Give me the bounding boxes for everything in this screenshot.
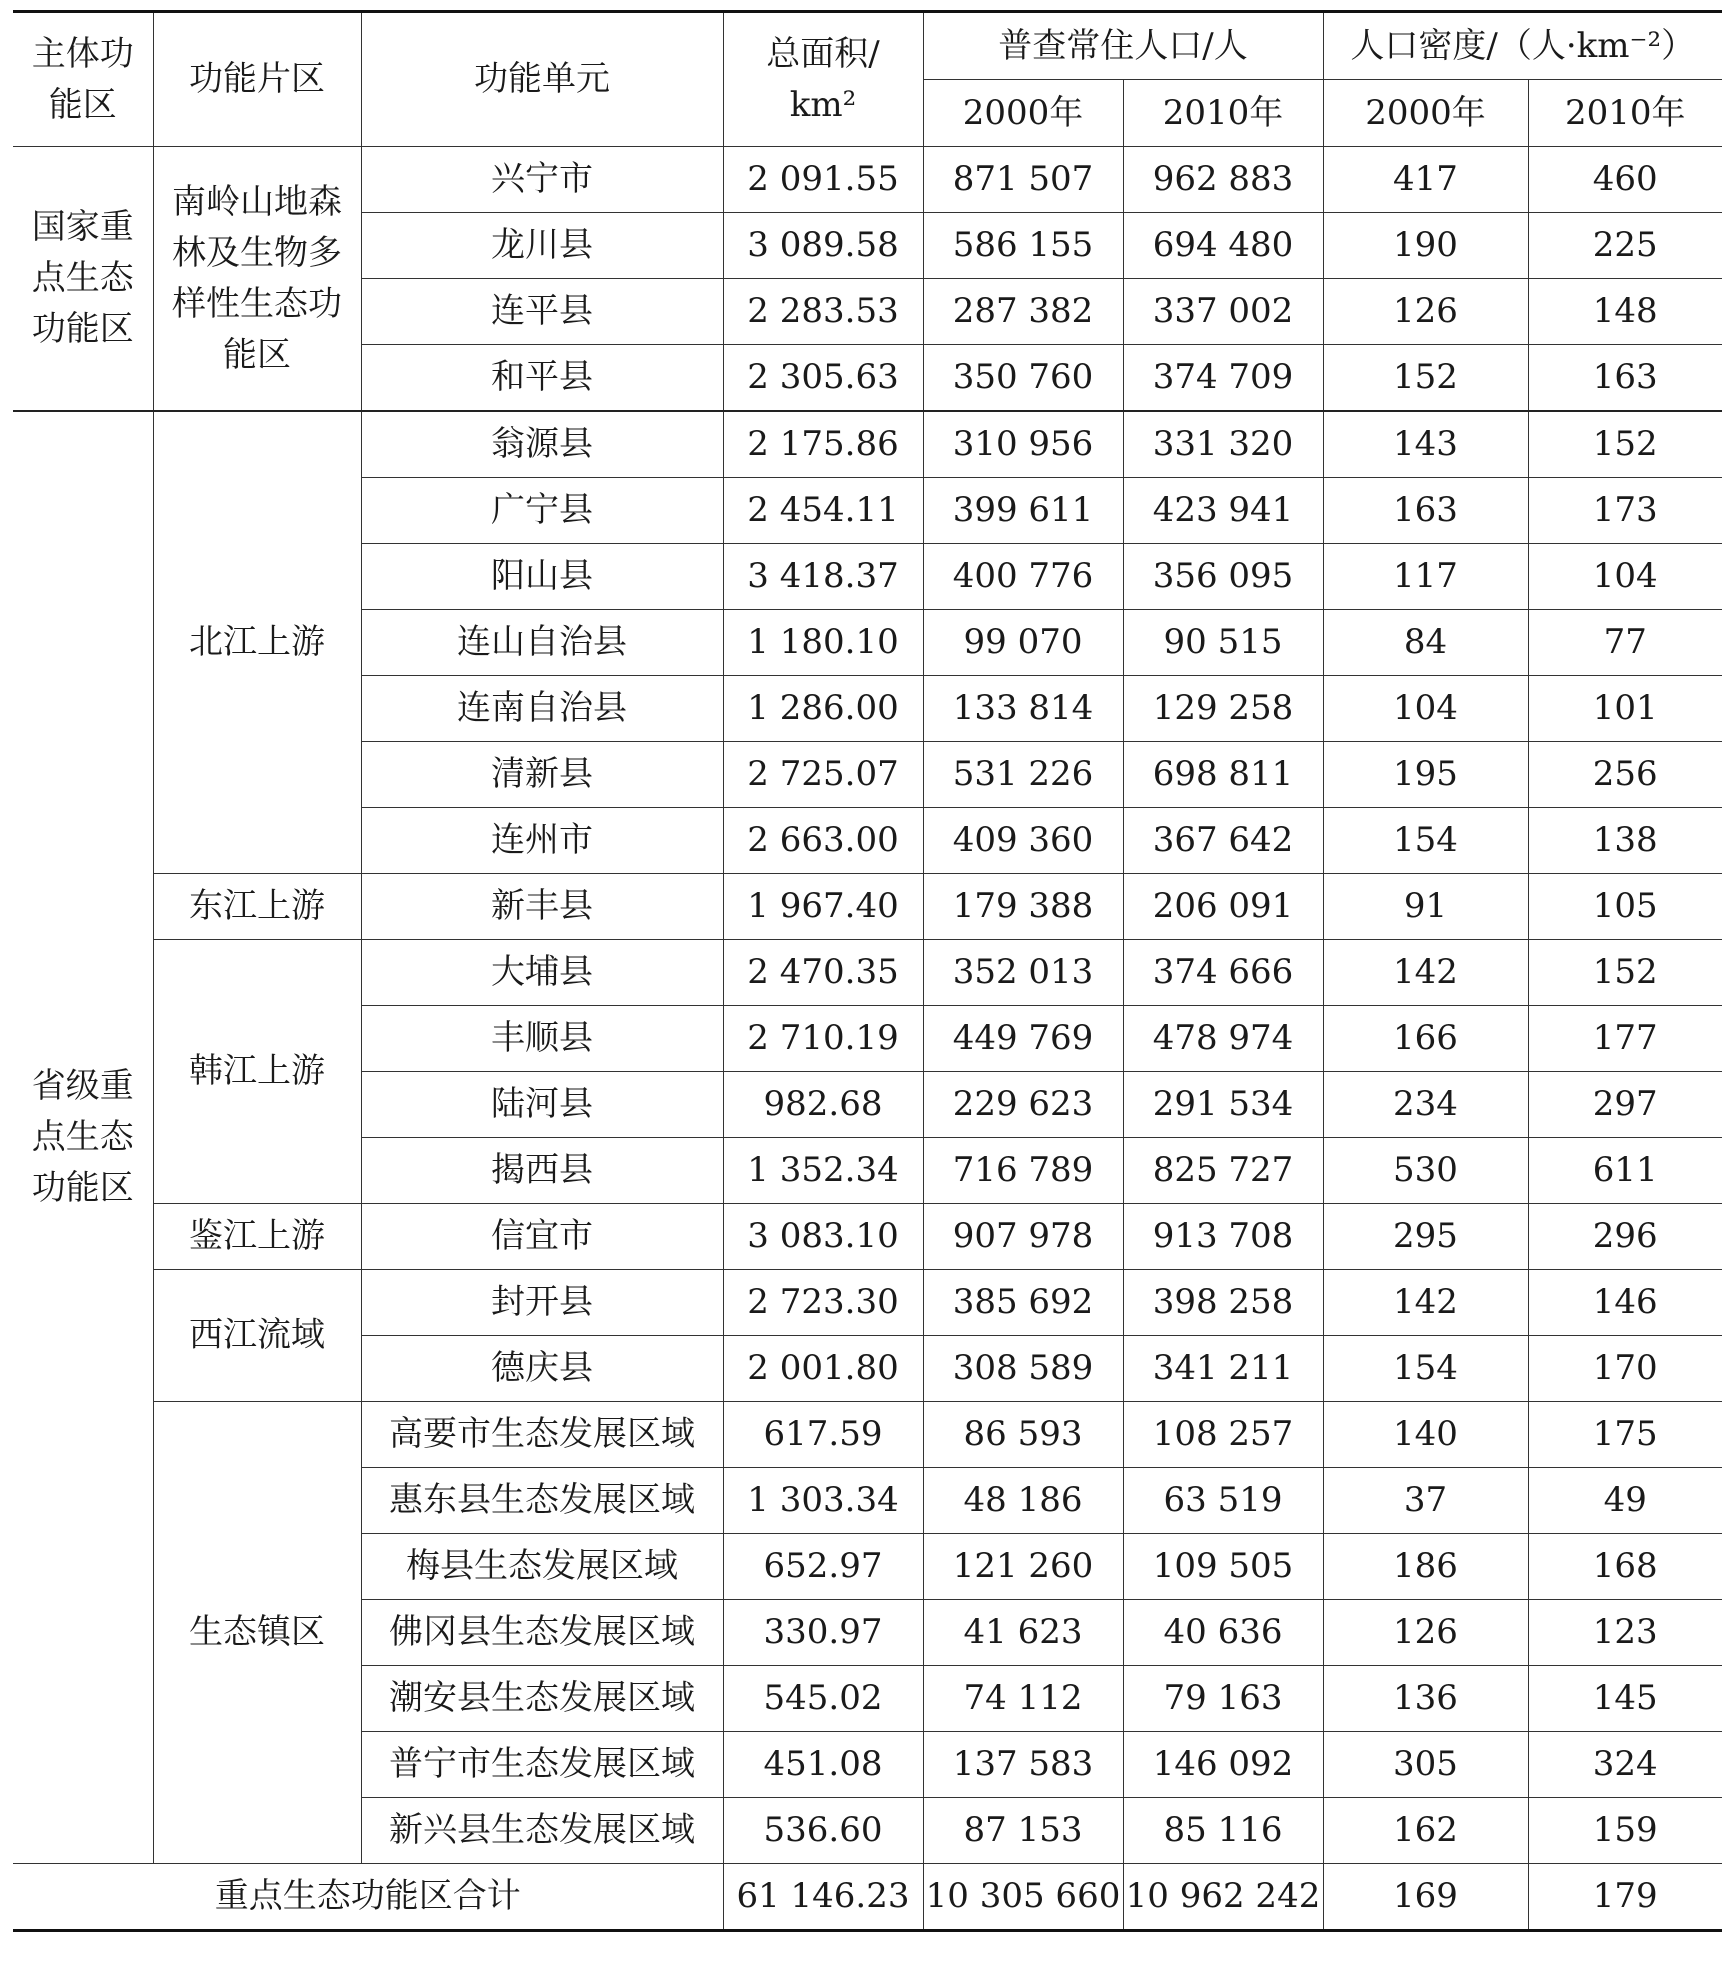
cell-unit: 陆河县 xyxy=(361,1072,723,1138)
cell-unit: 佛冈县生态发展区域 xyxy=(361,1600,723,1666)
cell-pop2010: 85 116 xyxy=(1123,1798,1323,1864)
ecological-zone-table xyxy=(13,10,1722,1932)
cell-unit: 大埔县 xyxy=(361,940,723,1006)
cell-den2010: 611 xyxy=(1528,1138,1722,1204)
cell-unit: 丰顺县 xyxy=(361,1006,723,1072)
cell-area: 617.59 xyxy=(723,1402,923,1468)
cell-pop2010: 90 515 xyxy=(1123,610,1323,676)
cell-pop2000: 350 760 xyxy=(923,345,1123,412)
cell-unit: 高要市生态发展区域 xyxy=(361,1402,723,1468)
cell-den2010: 159 xyxy=(1528,1798,1722,1864)
cell-unit: 信宜市 xyxy=(361,1204,723,1270)
cell-den2010: 297 xyxy=(1528,1072,1722,1138)
total-label: 重点生态功能区合计 xyxy=(13,1864,723,1931)
cell-pop2000: 400 776 xyxy=(923,544,1123,610)
group-cell xyxy=(153,1204,361,1270)
cell-den2010: 163 xyxy=(1528,345,1722,412)
cell-den2000: 37 xyxy=(1323,1468,1528,1534)
group-cell xyxy=(153,411,361,874)
cell-area: 2 175.86 xyxy=(723,411,923,478)
cell-pop2010: 825 727 xyxy=(1123,1138,1323,1204)
table-row xyxy=(13,1204,1722,1270)
total-row xyxy=(13,1864,1722,1931)
cell-den2010: 460 xyxy=(1528,147,1722,213)
cell-pop2000: 41 623 xyxy=(923,1600,1123,1666)
cell-unit: 龙川县 xyxy=(361,213,723,279)
table-container xyxy=(13,10,1722,1932)
group-cell xyxy=(153,940,361,1204)
cell-den2000: 142 xyxy=(1323,1270,1528,1336)
cell-den2010: 175 xyxy=(1528,1402,1722,1468)
header-pop-2010: 2010年 xyxy=(1123,80,1323,147)
cell-den2000: 152 xyxy=(1323,345,1528,412)
group-name-line-1: 北江上游 xyxy=(189,622,325,662)
cell-pop2000: 99 070 xyxy=(923,610,1123,676)
cell-pop2000: 179 388 xyxy=(923,874,1123,940)
header-den-2010: 2010年 xyxy=(1528,80,1722,147)
cell-pop2010: 146 092 xyxy=(1123,1732,1323,1798)
cell-pop2010: 109 505 xyxy=(1123,1534,1323,1600)
cell-den2000: 104 xyxy=(1323,676,1528,742)
cell-pop2010: 478 974 xyxy=(1123,1006,1323,1072)
cell-den2010: 49 xyxy=(1528,1468,1722,1534)
cell-den2010: 177 xyxy=(1528,1006,1722,1072)
cell-pop2000: 229 623 xyxy=(923,1072,1123,1138)
cell-area: 1 352.34 xyxy=(723,1138,923,1204)
cell-unit: 翁源县 xyxy=(361,411,723,478)
cell-unit: 新兴县生态发展区域 xyxy=(361,1798,723,1864)
cell-pop2000: 121 260 xyxy=(923,1534,1123,1600)
cell-area: 2 470.35 xyxy=(723,940,923,1006)
header-population: 普查常住人口/人 xyxy=(923,12,1323,80)
cell-pop2010: 63 519 xyxy=(1123,1468,1323,1534)
cell-den2000: 186 xyxy=(1323,1534,1528,1600)
group-cell xyxy=(153,1402,361,1864)
cell-den2010: 168 xyxy=(1528,1534,1722,1600)
header-total-area-line-1: 总面积/ xyxy=(766,33,880,74)
cell-area: 2 001.80 xyxy=(723,1336,923,1402)
zone-name-line-2: 点生态 xyxy=(31,258,134,298)
group-name-line-4: 能区 xyxy=(223,334,291,375)
cell-unit: 揭西县 xyxy=(361,1138,723,1204)
cell-pop2010: 374 709 xyxy=(1123,345,1323,412)
table-row xyxy=(13,1270,1722,1336)
cell-unit: 新丰县 xyxy=(361,874,723,940)
cell-unit: 广宁县 xyxy=(361,478,723,544)
zone-name-line-3: 功能区 xyxy=(31,309,134,349)
cell-den2010: 123 xyxy=(1528,1600,1722,1666)
cell-pop2010: 337 002 xyxy=(1123,279,1323,345)
cell-den2000: 166 xyxy=(1323,1006,1528,1072)
cell-pop2010: 129 258 xyxy=(1123,676,1323,742)
cell-den2000: 126 xyxy=(1323,279,1528,345)
group-cell xyxy=(153,147,361,412)
cell-area: 3 083.10 xyxy=(723,1204,923,1270)
cell-den2000: 162 xyxy=(1323,1798,1528,1864)
cell-area: 1 286.00 xyxy=(723,676,923,742)
cell-area: 3 418.37 xyxy=(723,544,923,610)
group-cell xyxy=(153,1270,361,1402)
zone-name-line-1: 国家重 xyxy=(31,207,134,247)
total-pop2010: 10 962 242 xyxy=(1123,1864,1323,1931)
cell-den2000: 530 xyxy=(1323,1138,1528,1204)
cell-den2000: 305 xyxy=(1323,1732,1528,1798)
cell-area: 451.08 xyxy=(723,1732,923,1798)
cell-pop2000: 308 589 xyxy=(923,1336,1123,1402)
cell-den2000: 126 xyxy=(1323,1600,1528,1666)
cell-unit: 清新县 xyxy=(361,742,723,808)
cell-pop2000: 86 593 xyxy=(923,1402,1123,1468)
cell-den2000: 163 xyxy=(1323,478,1528,544)
cell-area: 652.97 xyxy=(723,1534,923,1600)
table-row xyxy=(13,874,1722,940)
cell-unit: 和平县 xyxy=(361,345,723,412)
cell-pop2010: 356 095 xyxy=(1123,544,1323,610)
cell-area: 982.68 xyxy=(723,1072,923,1138)
cell-area: 545.02 xyxy=(723,1666,923,1732)
cell-area: 2 663.00 xyxy=(723,808,923,874)
cell-unit: 潮安县生态发展区域 xyxy=(361,1666,723,1732)
cell-den2000: 190 xyxy=(1323,213,1528,279)
cell-den2010: 256 xyxy=(1528,742,1722,808)
header-zone-line-2: 能区 xyxy=(48,84,117,125)
cell-den2000: 136 xyxy=(1323,1666,1528,1732)
group-name-line-1: 西江流域 xyxy=(189,1315,325,1355)
cell-den2010: 138 xyxy=(1528,808,1722,874)
cell-area: 536.60 xyxy=(723,1798,923,1864)
table-body xyxy=(13,147,1722,1931)
cell-den2000: 154 xyxy=(1323,808,1528,874)
cell-pop2010: 206 091 xyxy=(1123,874,1323,940)
header-area-group: 功能片区 xyxy=(153,12,361,147)
cell-pop2010: 374 666 xyxy=(1123,940,1323,1006)
group-name-line-1: 南岭山地森 xyxy=(172,181,342,222)
cell-den2010: 152 xyxy=(1528,411,1722,478)
cell-area: 1 303.34 xyxy=(723,1468,923,1534)
cell-den2010: 146 xyxy=(1528,1270,1722,1336)
cell-den2000: 140 xyxy=(1323,1402,1528,1468)
cell-den2000: 84 xyxy=(1323,610,1528,676)
cell-den2010: 145 xyxy=(1528,1666,1722,1732)
table-row xyxy=(13,147,1722,213)
cell-unit: 阳山县 xyxy=(361,544,723,610)
cell-unit: 普宁市生态发展区域 xyxy=(361,1732,723,1798)
cell-pop2000: 399 611 xyxy=(923,478,1123,544)
cell-den2010: 170 xyxy=(1528,1336,1722,1402)
cell-pop2000: 586 155 xyxy=(923,213,1123,279)
cell-pop2000: 287 382 xyxy=(923,279,1123,345)
cell-area: 2 305.63 xyxy=(723,345,923,412)
header-zone-line-1: 主体功 xyxy=(31,33,134,74)
cell-pop2000: 409 360 xyxy=(923,808,1123,874)
cell-den2000: 91 xyxy=(1323,874,1528,940)
group-name-line-1: 东江上游 xyxy=(189,886,325,926)
cell-pop2000: 871 507 xyxy=(923,147,1123,213)
group-name-line-1: 鉴江上游 xyxy=(189,1216,325,1256)
cell-pop2000: 449 769 xyxy=(923,1006,1123,1072)
cell-pop2000: 87 153 xyxy=(923,1798,1123,1864)
cell-pop2000: 137 583 xyxy=(923,1732,1123,1798)
cell-den2000: 195 xyxy=(1323,742,1528,808)
cell-den2010: 324 xyxy=(1528,1732,1722,1798)
cell-pop2010: 79 163 xyxy=(1123,1666,1323,1732)
cell-pop2010: 962 883 xyxy=(1123,147,1323,213)
cell-unit: 德庆县 xyxy=(361,1336,723,1402)
total-den2010: 179 xyxy=(1528,1864,1722,1931)
zone-cell xyxy=(13,147,153,412)
cell-area: 1 180.10 xyxy=(723,610,923,676)
cell-pop2010: 913 708 xyxy=(1123,1204,1323,1270)
cell-unit: 封开县 xyxy=(361,1270,723,1336)
cell-den2010: 225 xyxy=(1528,213,1722,279)
cell-pop2010: 423 941 xyxy=(1123,478,1323,544)
cell-pop2010: 40 636 xyxy=(1123,1600,1323,1666)
cell-pop2000: 352 013 xyxy=(923,940,1123,1006)
cell-den2010: 173 xyxy=(1528,478,1722,544)
cell-den2010: 152 xyxy=(1528,940,1722,1006)
cell-area: 330.97 xyxy=(723,1600,923,1666)
zone-name-line-1: 省级重 xyxy=(31,1066,134,1106)
cell-den2000: 142 xyxy=(1323,940,1528,1006)
total-den2000: 169 xyxy=(1323,1864,1528,1931)
cell-unit: 连山自治县 xyxy=(361,610,723,676)
cell-pop2010: 367 642 xyxy=(1123,808,1323,874)
cell-pop2000: 907 978 xyxy=(923,1204,1123,1270)
cell-unit: 连平县 xyxy=(361,279,723,345)
total-pop2000: 10 305 660 xyxy=(923,1864,1123,1931)
table-row xyxy=(13,940,1722,1006)
cell-unit: 惠东县生态发展区域 xyxy=(361,1468,723,1534)
zone-name-line-3: 功能区 xyxy=(31,1168,134,1208)
cell-area: 3 089.58 xyxy=(723,213,923,279)
cell-unit: 兴宁市 xyxy=(361,147,723,213)
header-density: 人口密度/（人·km⁻²） xyxy=(1323,12,1722,80)
cell-area: 2 725.07 xyxy=(723,742,923,808)
cell-den2000: 143 xyxy=(1323,411,1528,478)
cell-pop2010: 108 257 xyxy=(1123,1402,1323,1468)
cell-den2010: 105 xyxy=(1528,874,1722,940)
cell-pop2000: 531 226 xyxy=(923,742,1123,808)
cell-pop2010: 698 811 xyxy=(1123,742,1323,808)
cell-unit: 连州市 xyxy=(361,808,723,874)
table-row xyxy=(13,411,1722,478)
cell-den2000: 154 xyxy=(1323,1336,1528,1402)
cell-area: 2 710.19 xyxy=(723,1006,923,1072)
header-unit: 功能单元 xyxy=(361,12,723,147)
cell-pop2000: 48 186 xyxy=(923,1468,1123,1534)
cell-unit: 连南自治县 xyxy=(361,676,723,742)
header-total-area xyxy=(723,12,923,147)
cell-pop2010: 331 320 xyxy=(1123,411,1323,478)
zone-cell xyxy=(13,411,153,1864)
header-pop-2000: 2000年 xyxy=(923,80,1123,147)
cell-den2010: 104 xyxy=(1528,544,1722,610)
zone-name-line-2: 点生态 xyxy=(31,1117,134,1157)
cell-den2010: 148 xyxy=(1528,279,1722,345)
cell-pop2010: 398 258 xyxy=(1123,1270,1323,1336)
group-name-line-1: 韩江上游 xyxy=(189,1051,325,1091)
group-cell xyxy=(153,874,361,940)
table-row xyxy=(13,1402,1722,1468)
group-name-line-1: 生态镇区 xyxy=(189,1612,325,1652)
cell-area: 2 723.30 xyxy=(723,1270,923,1336)
cell-pop2010: 291 534 xyxy=(1123,1072,1323,1138)
cell-area: 2 283.53 xyxy=(723,279,923,345)
cell-pop2000: 74 112 xyxy=(923,1666,1123,1732)
header-zone xyxy=(13,12,153,147)
cell-pop2000: 385 692 xyxy=(923,1270,1123,1336)
group-name-line-3: 样性生态功 xyxy=(172,283,342,324)
cell-area: 1 967.40 xyxy=(723,874,923,940)
total-area: 61 146.23 xyxy=(723,1864,923,1931)
cell-den2000: 417 xyxy=(1323,147,1528,213)
group-name-line-2: 林及生物多 xyxy=(172,232,342,273)
cell-den2010: 296 xyxy=(1528,1204,1722,1270)
cell-pop2010: 341 211 xyxy=(1123,1336,1323,1402)
cell-den2000: 117 xyxy=(1323,544,1528,610)
cell-den2010: 101 xyxy=(1528,676,1722,742)
cell-pop2010: 694 480 xyxy=(1123,213,1323,279)
cell-den2010: 77 xyxy=(1528,610,1722,676)
cell-pop2000: 716 789 xyxy=(923,1138,1123,1204)
cell-area: 2 091.55 xyxy=(723,147,923,213)
cell-den2000: 234 xyxy=(1323,1072,1528,1138)
cell-pop2000: 133 814 xyxy=(923,676,1123,742)
header-den-2000: 2000年 xyxy=(1323,80,1528,147)
cell-den2000: 295 xyxy=(1323,1204,1528,1270)
cell-area: 2 454.11 xyxy=(723,478,923,544)
cell-unit: 梅县生态发展区域 xyxy=(361,1534,723,1600)
header-total-area-line-2: km² xyxy=(789,84,857,125)
cell-pop2000: 310 956 xyxy=(923,411,1123,478)
